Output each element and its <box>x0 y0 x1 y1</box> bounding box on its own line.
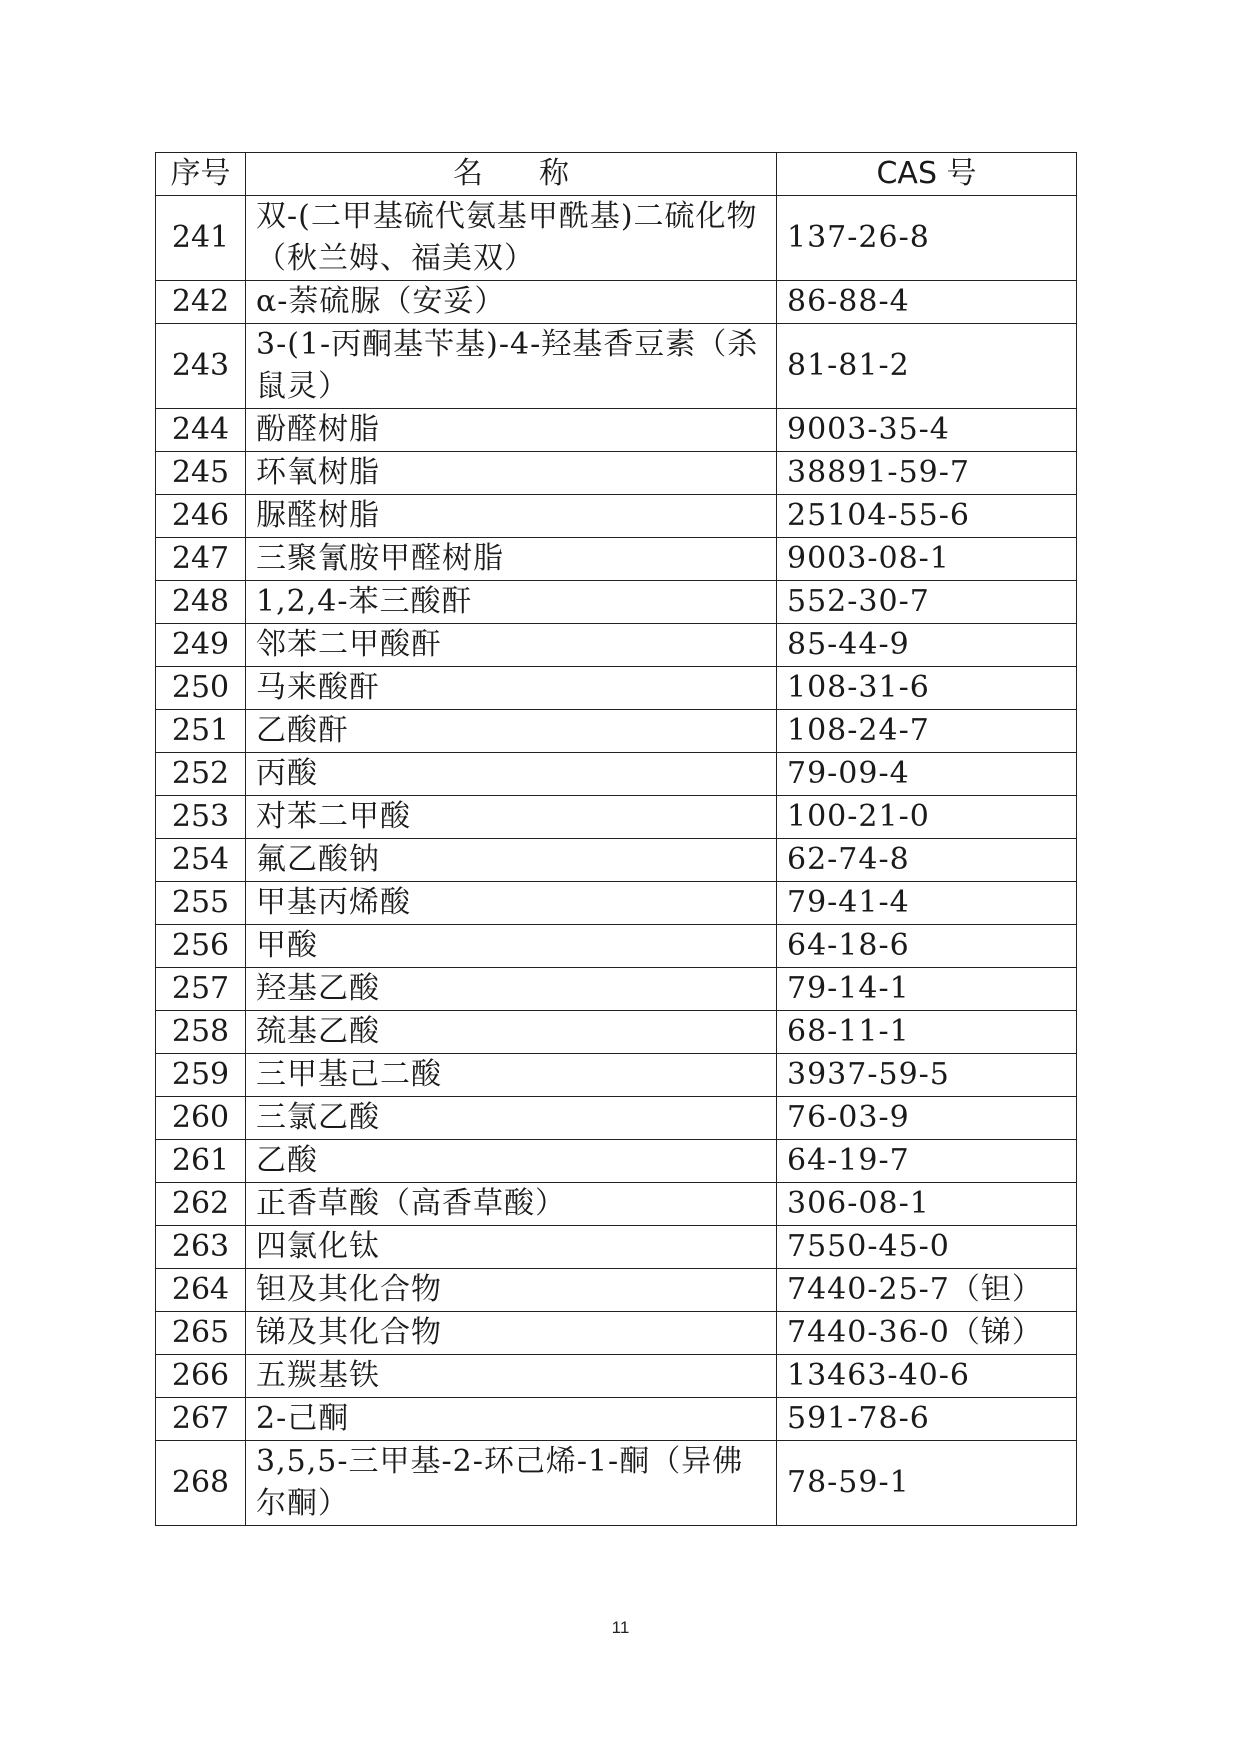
row-index-cell: 243 <box>156 324 246 409</box>
row-cas-cell: 13463-40-6 <box>777 1355 1077 1398</box>
row-index-cell: 251 <box>156 710 246 753</box>
row-index-cell: 258 <box>156 1011 246 1054</box>
row-name-cell: 马来酸酐 <box>246 667 777 710</box>
table-row <box>156 281 1077 324</box>
table-row <box>156 452 1077 495</box>
row-name-cell: 正香草酸（高香草酸） <box>246 1183 777 1226</box>
row-index-cell: 259 <box>156 1054 246 1097</box>
row-name-cell: 2-己酮 <box>246 1398 777 1441</box>
table-row <box>156 1355 1077 1398</box>
row-name-cell: 对苯二甲酸 <box>246 796 777 839</box>
row-cas-cell: 85-44-9 <box>777 624 1077 667</box>
row-cas-cell: 306-08-1 <box>777 1183 1077 1226</box>
row-index-cell: 247 <box>156 538 246 581</box>
row-index-cell: 265 <box>156 1312 246 1355</box>
table-row <box>156 196 1077 281</box>
header-index: 序号 <box>156 153 246 196</box>
row-cas-cell: 86-88-4 <box>777 281 1077 324</box>
row-name-cell: 氟乙酸钠 <box>246 839 777 882</box>
table-header-row <box>156 153 1077 196</box>
table-body <box>156 196 1077 1526</box>
row-index-cell: 256 <box>156 925 246 968</box>
row-name-cell: 邻苯二甲酸酐 <box>246 624 777 667</box>
table-row <box>156 710 1077 753</box>
row-cas-cell: 591-78-6 <box>777 1398 1077 1441</box>
row-index-cell: 266 <box>156 1355 246 1398</box>
row-cas-cell: 7440-25-7（钽） <box>777 1269 1077 1312</box>
table-row <box>156 1097 1077 1140</box>
row-name-cell: 酚醛树脂 <box>246 409 777 452</box>
page-number: 11 <box>611 1618 630 1637</box>
row-cas-cell: 100-21-0 <box>777 796 1077 839</box>
table-row <box>156 624 1077 667</box>
row-name-cell: 甲基丙烯酸 <box>246 882 777 925</box>
row-name-cell: 3,5,5-三甲基-2-环己烯-1-酮（异佛尔酮） <box>246 1441 777 1526</box>
row-name-cell: 3-(1-丙酮基苄基)-4-羟基香豆素（杀鼠灵） <box>246 324 777 409</box>
row-index-cell: 244 <box>156 409 246 452</box>
row-index-cell: 242 <box>156 281 246 324</box>
row-cas-cell: 108-24-7 <box>777 710 1077 753</box>
document-sheet <box>155 152 1076 1526</box>
table-row <box>156 409 1077 452</box>
row-name-cell: 锑及其化合物 <box>246 1312 777 1355</box>
row-index-cell: 250 <box>156 667 246 710</box>
table-row <box>156 1140 1077 1183</box>
row-name-cell: 丙酸 <box>246 753 777 796</box>
row-name-cell: 脲醛树脂 <box>246 495 777 538</box>
row-name-cell: 1,2,4-苯三酸酐 <box>246 581 777 624</box>
row-index-cell: 253 <box>156 796 246 839</box>
table-row <box>156 1312 1077 1355</box>
table-row <box>156 796 1077 839</box>
table-row <box>156 1054 1077 1097</box>
row-cas-cell: 108-31-6 <box>777 667 1077 710</box>
row-name-cell: 羟基乙酸 <box>246 968 777 1011</box>
row-name-cell: 三聚氰胺甲醛树脂 <box>246 538 777 581</box>
row-cas-cell: 38891-59-7 <box>777 452 1077 495</box>
row-name-cell: 甲酸 <box>246 925 777 968</box>
table-row <box>156 1011 1077 1054</box>
row-cas-cell: 76-03-9 <box>777 1097 1077 1140</box>
row-name-cell: 三甲基己二酸 <box>246 1054 777 1097</box>
table-row <box>156 968 1077 1011</box>
row-index-cell: 262 <box>156 1183 246 1226</box>
row-index-cell: 252 <box>156 753 246 796</box>
table-row <box>156 1269 1077 1312</box>
table-row <box>156 538 1077 581</box>
row-cas-cell: 79-09-4 <box>777 753 1077 796</box>
table-row <box>156 581 1077 624</box>
table-row <box>156 495 1077 538</box>
row-index-cell: 254 <box>156 839 246 882</box>
table-row <box>156 324 1077 409</box>
row-name-cell: 三氯乙酸 <box>246 1097 777 1140</box>
row-cas-cell: 62-74-8 <box>777 839 1077 882</box>
table-row <box>156 1441 1077 1526</box>
row-index-cell: 245 <box>156 452 246 495</box>
row-name-cell: α-萘硫脲（安妥） <box>246 281 777 324</box>
chemical-table <box>155 152 1077 1526</box>
table-row <box>156 839 1077 882</box>
row-index-cell: 260 <box>156 1097 246 1140</box>
row-index-cell: 267 <box>156 1398 246 1441</box>
row-name-cell: 钽及其化合物 <box>246 1269 777 1312</box>
row-cas-cell: 64-19-7 <box>777 1140 1077 1183</box>
row-index-cell: 248 <box>156 581 246 624</box>
row-cas-cell: 68-11-1 <box>777 1011 1077 1054</box>
row-index-cell: 261 <box>156 1140 246 1183</box>
table-row <box>156 1226 1077 1269</box>
row-name-cell: 巯基乙酸 <box>246 1011 777 1054</box>
row-name-cell: 五羰基铁 <box>246 1355 777 1398</box>
row-cas-cell: 78-59-1 <box>777 1441 1077 1526</box>
row-cas-cell: 7550-45-0 <box>777 1226 1077 1269</box>
row-index-cell: 268 <box>156 1441 246 1526</box>
row-cas-cell: 3937-59-5 <box>777 1054 1077 1097</box>
row-name-cell: 双-(二甲基硫代氨基甲酰基)二硫化物（秋兰姆、福美双） <box>246 196 777 281</box>
row-name-cell: 四氯化钛 <box>246 1226 777 1269</box>
row-index-cell: 241 <box>156 196 246 281</box>
table-row <box>156 667 1077 710</box>
row-cas-cell: 552-30-7 <box>777 581 1077 624</box>
header-name: 名称 <box>246 153 777 196</box>
row-cas-cell: 79-41-4 <box>777 882 1077 925</box>
row-cas-cell: 9003-08-1 <box>777 538 1077 581</box>
row-index-cell: 249 <box>156 624 246 667</box>
header-cas: CAS 号 <box>777 153 1077 196</box>
row-name-cell: 乙酸酐 <box>246 710 777 753</box>
row-index-cell: 263 <box>156 1226 246 1269</box>
row-cas-cell: 7440-36-0（锑） <box>777 1312 1077 1355</box>
row-name-cell: 乙酸 <box>246 1140 777 1183</box>
row-index-cell: 264 <box>156 1269 246 1312</box>
row-cas-cell: 25104-55-6 <box>777 495 1077 538</box>
row-cas-cell: 137-26-8 <box>777 196 1077 281</box>
row-cas-cell: 64-18-6 <box>777 925 1077 968</box>
table-row <box>156 882 1077 925</box>
row-index-cell: 255 <box>156 882 246 925</box>
table-row <box>156 925 1077 968</box>
row-cas-cell: 79-14-1 <box>777 968 1077 1011</box>
row-cas-cell: 9003-35-4 <box>777 409 1077 452</box>
table-row <box>156 753 1077 796</box>
table-row <box>156 1183 1077 1226</box>
row-name-cell: 环氧树脂 <box>246 452 777 495</box>
row-cas-cell: 81-81-2 <box>777 324 1077 409</box>
row-index-cell: 257 <box>156 968 246 1011</box>
table-row <box>156 1398 1077 1441</box>
row-index-cell: 246 <box>156 495 246 538</box>
